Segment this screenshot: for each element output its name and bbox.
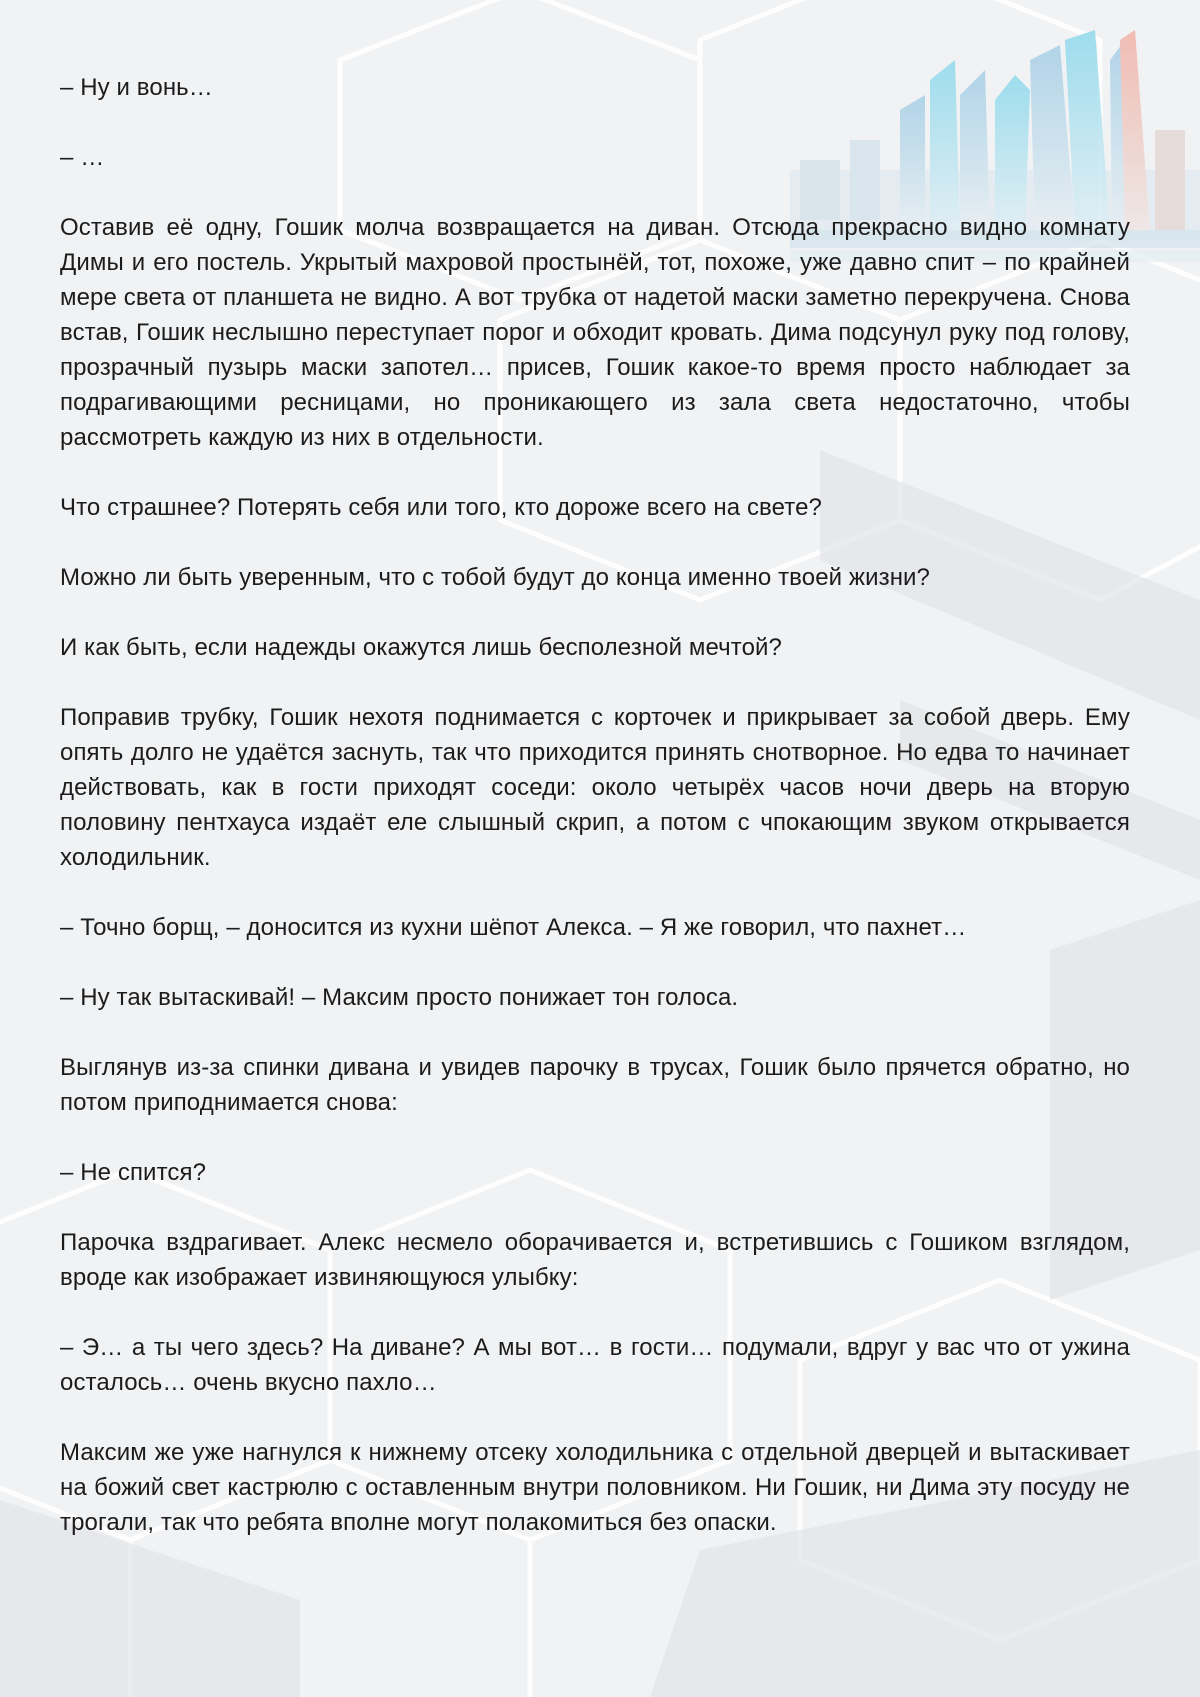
paragraph-dialog: – Не спится? <box>60 1159 207 1186</box>
page-text <box>60 70 1130 1575</box>
paragraph-question: Что страшнее? Потерять себя или того, кто дороже всего на свете? <box>60 494 822 521</box>
paragraph-narration: Максим же уже нагнулся к нижнему отсеку холодильника с отдельной дверцей и вытаскивает на божий свет кастрюлю с оставленным внутри половником. Ни Гошик, ни Дима эту посуду не трогали, так что ребята вполне могут полакомиться без опаски. <box>60 1439 1130 1536</box>
paragraph-question: Можно ли быть уверенным, что с тобой будут до конца именно твоей жизни? <box>60 564 930 591</box>
paragraph-narration: Оставив её одну, Гошик молча возвращается на диван. Отсюда прекрасно видно комнату Димы и его постель. Укрытый махровой простынёй, тот, похоже, уже давно спит – по крайней мере света от планшета не видно. А вот трубка от надетой маски заметно перекручена. Снова встав, Гошик неслышно переступает порог и обходит кровать. Дима подсунул руку под голову, прозрачный пузырь маски запотел… присев, Гошик какое-то время просто наблюдает за подрагивающими ресницами, но проникающего из зала света недостаточно, чтобы рассмотреть каждую из них в отдельности. <box>60 214 1130 451</box>
paragraph-question: И как быть, если надежды окажутся лишь бесполезной мечтой? <box>60 634 782 661</box>
paragraph-dialog: – … <box>60 144 105 171</box>
paragraph-narration: Парочка вздрагивает. Алекс несмело оборачивается и, встретившись с Гошиком взглядом, вроде как изображает извиняющуюся улыбку: <box>60 1229 1130 1291</box>
paragraph-narration: Поправив трубку, Гошик нехотя поднимается с корточек и прикрывает за собой дверь. Ему опять долго не удаётся заснуть, так что приходится принять снотворное. Но едва то начинает действовать, как в гости приходят соседи: около четырёх часов ночи дверь на вторую половину пентхауса издаёт еле слышный скрип, а потом с чпокающим звуком открывается холодильник. <box>60 704 1130 871</box>
paragraph-dialog: – Ну и вонь… <box>60 74 213 101</box>
paragraph-dialog: – Ну так вытаскивай! – Максим просто понижает тон голоса. <box>60 984 739 1011</box>
paragraph-dialog: – Э… а ты чего здесь? На диване? А мы вот… в гости… подумали, вдруг у вас что от ужина осталось… очень вкусно пахло… <box>60 1334 1130 1396</box>
paragraph-narration: Выглянув из-за спинки дивана и увидев парочку в трусах, Гошик было прячется обратно, но потом приподнимается снова: <box>60 1054 1130 1116</box>
paragraph-dialog: – Точно борщ, – доносится из кухни шёпот Алекса. – Я же говорил, что пахнет… <box>60 914 967 941</box>
